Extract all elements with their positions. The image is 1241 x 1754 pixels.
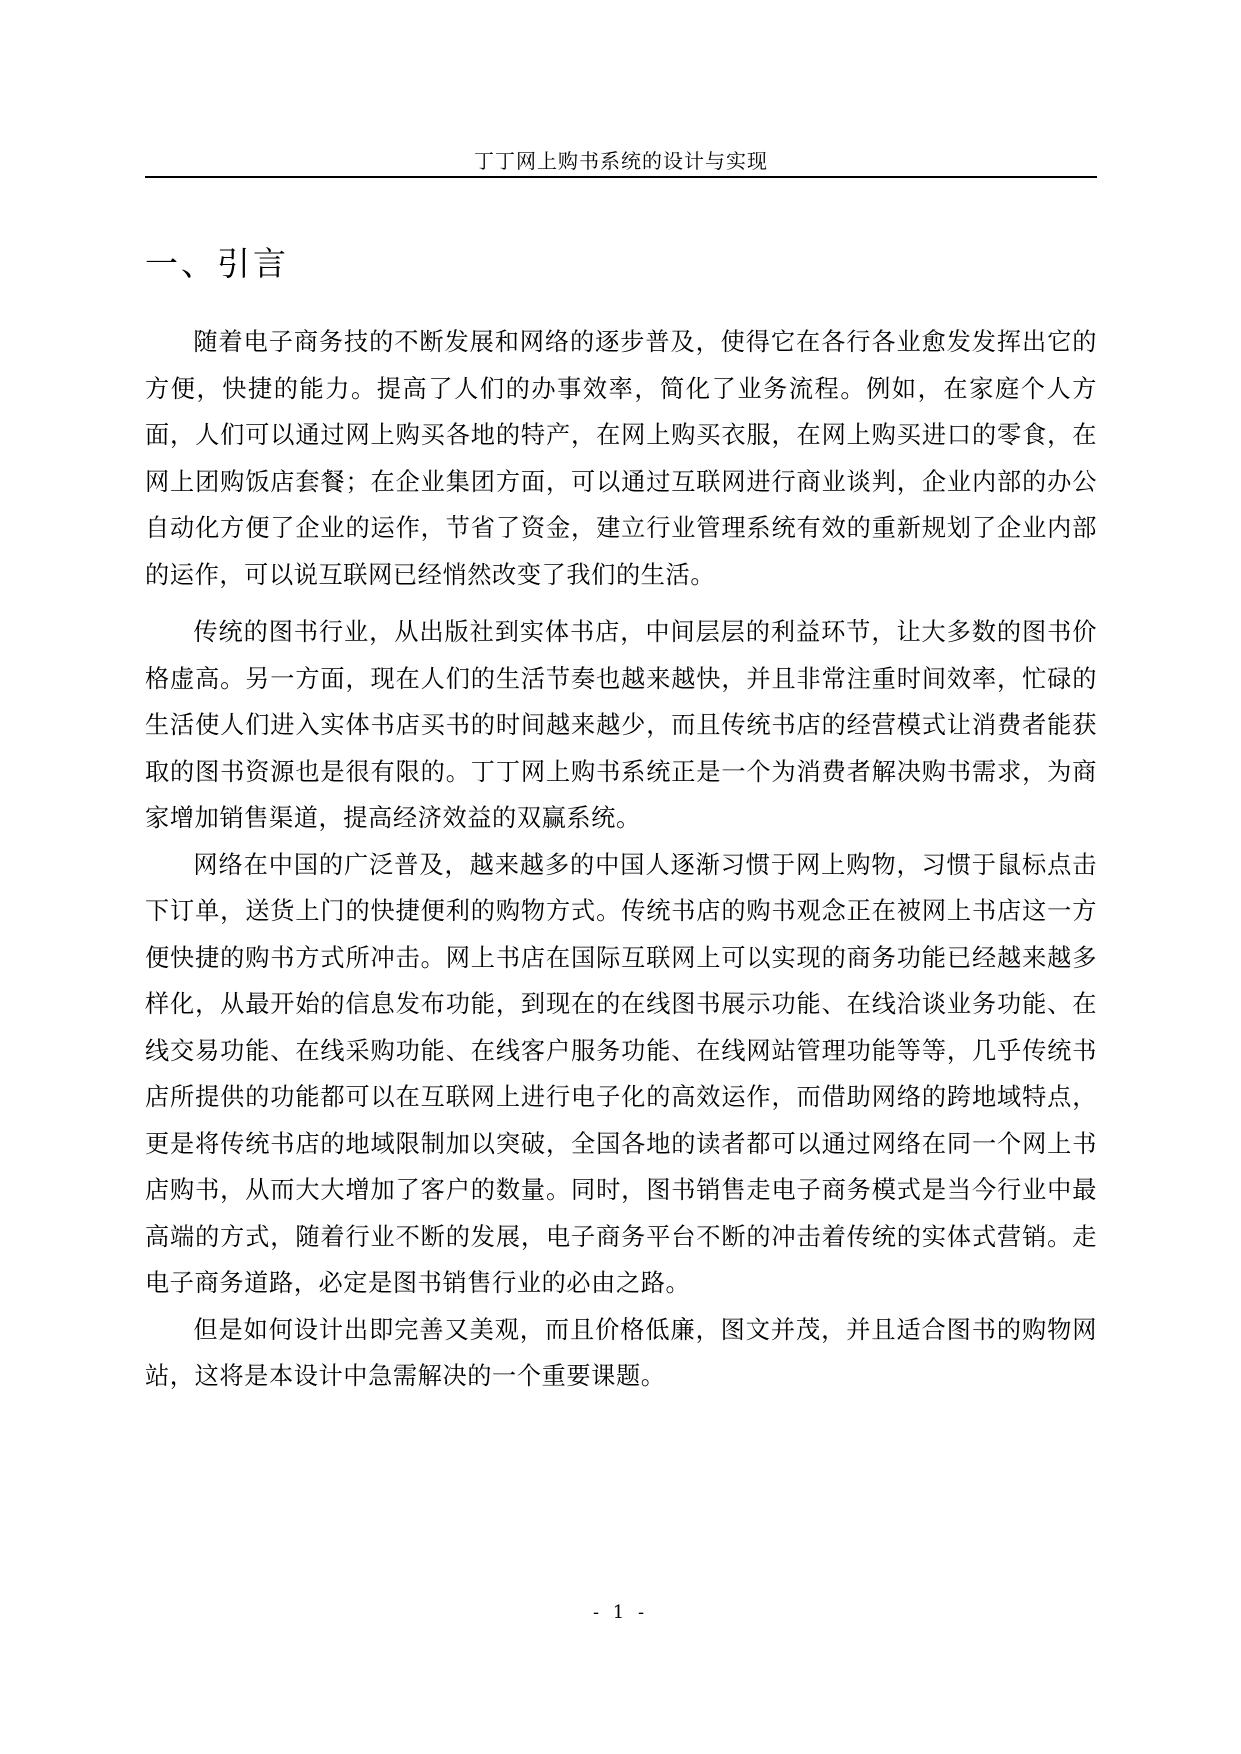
page-number: - 1 - [592,1602,649,1623]
body-text [145,319,1097,1400]
header-divider [145,176,1097,178]
section-heading: 一、引言 [145,244,289,283]
paragraph-3: 网络在中国的广泛普及，越来越多的中国人逐渐习惯于网上购物，习惯于鼠标点击下订单，送货上门的快捷便利的购物方式。传统书店的购书观念正在被网上书店这一方便快捷的购书方式所冲击。网上书店在国际互联网上可以实现的商务功能已经越来越多样化，从最开始的信息发布功能，到现在的在线图书展示功能、在线洽谈业务功能、在线交易功能、在线采购功能、在线客户服务功能、在线网站管理功能等等，几乎传统书店所提供的功能都可以在互联网上进行电子化的高效运作，而借助网络的跨地域特点，更是将传统书店的地域限制加以突破，全国各地的读者都可以通过网络在同一个网上书店购书，从而大大增加了客户的数量。同时，图书销售走电子商务模式是当今行业中最高端的方式，随着行业不断的发展，电子商务平台不断的冲击着传统的实体式营销。走电子商务道路，必定是图书销售行业的必由之路。 [145,850,1097,1297]
paragraph-4: 但是如何设计出即完善又美观，而且价格低廉，图文并茂，并且适合图书的购物网站，这将是本设计中急需解决的一个重要课题。 [145,1315,1097,1390]
running-header: 丁丁网上购书系统的设计与实现 [474,149,768,173]
paragraph-1: 随着电子商务技的不断发展和网络的逐步普及，使得它在各行各业愈发发挥出它的方便，快捷的能力。提高了人们的办事效率，简化了业务流程。例如，在家庭个人方面，人们可以通过网上购买各地的特产，在网上购买衣服，在网上购买进口的零食，在网上团购饭店套餐；在企业集团方面，可以通过互联网进行商业谈判，企业内部的办公自动化方便了企业的运作，节省了资金，建立行业管理系统有效的重新规划了企业内部的运作，可以说互联网已经悄然改变了我们的生活。 [145,328,1097,589]
paragraph-2: 传统的图书行业，从出版社到实体书店，中间层层的利益环节，让大多数的图书价格虚高。另一方面，现在人们的生活节奏也越来越快，并且非常注重时间效率，忙碌的生活使人们进入实体书店买书的时间越来越少，而且传统书店的经营模式让消费者能获取的图书资源也是很有限的。丁丁网上购书系统正是一个为消费者解决购书需求，为商家增加销售渠道，提高经济效益的双赢系统。 [145,618,1097,832]
